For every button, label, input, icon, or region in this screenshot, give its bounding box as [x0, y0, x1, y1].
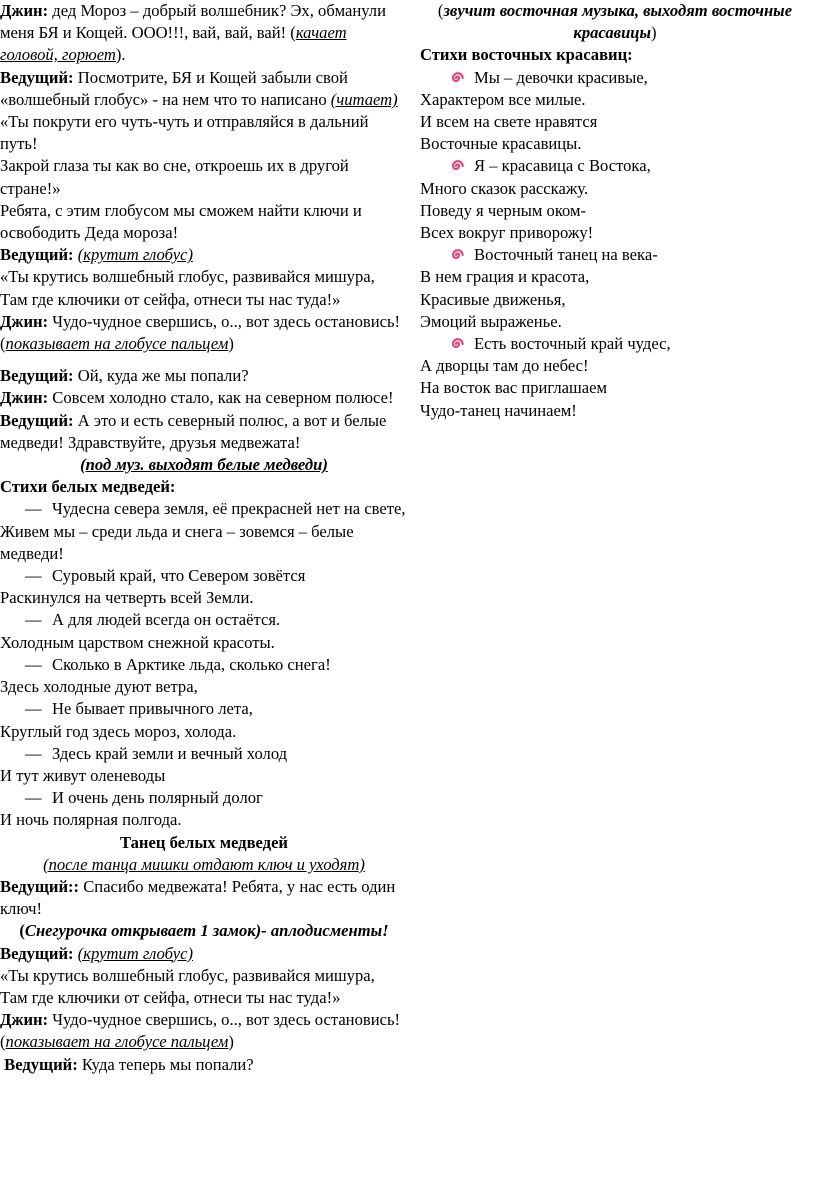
poem-line: Характером все милые. — [420, 89, 586, 109]
poem-line: Чудо-танец начинаем! — [420, 400, 577, 420]
line-text: А это и есть северный полюс, а вот и белые медведи! Здравствуйте, друзья медвежата! — [0, 410, 387, 452]
dash-mark: — — [25, 654, 42, 674]
line-text: Посмотрите, БЯ и Кощей забыли свой «волшебный глобус» - на нем что то написано — [0, 67, 348, 109]
paragraph — [0, 311, 408, 355]
speaker: Ведущий:: — [0, 876, 80, 896]
poem-line: Есть восточный край чудес, — [420, 333, 810, 355]
poem-line: В нем грация и красота, — [420, 267, 590, 287]
poem-line: На восток вас приглашаем — [420, 378, 608, 398]
dash-mark: — — [25, 788, 42, 808]
paragraph — [0, 387, 408, 409]
poem-line: — Сколько в Арктике льда, сколько снега! — [0, 654, 408, 676]
poem-line: Холодным царством снежной красоты. — [0, 632, 275, 652]
speaker: Джин: — [0, 311, 49, 331]
line-text: Чудо-чудное свершись, о.., вот здесь остановись! ( — [0, 1010, 401, 1052]
paragraph — [0, 365, 408, 387]
swirl-bullet-icon — [450, 159, 474, 173]
speaker: Ведущий: — [0, 67, 74, 87]
stage-direction: (читает) — [330, 89, 398, 109]
dash-mark: — — [25, 743, 42, 763]
line-text: Куда теперь мы попали? — [77, 1054, 254, 1074]
poem-line: Мы – девочки красивые, — [420, 67, 810, 89]
paragraph — [0, 244, 408, 266]
stage-direction: (крутит глобус) — [77, 245, 194, 265]
line-text: ). — [115, 45, 126, 65]
poem-line: Эмоций выраженье. — [420, 311, 562, 331]
line-text: дед Мороз – добрый волшебник? Эх, обманули меня БЯ и Кощей. ООО!!!, вай, вай, вай! ( — [0, 1, 386, 43]
stage-direction-heading: (после танца мишки отдают ключ и уходят) — [43, 854, 365, 874]
stage-direction: качает головой, горюет — [0, 23, 347, 65]
poem-line: — Не бывает привычного лета, — [0, 698, 408, 720]
poem-heading: Стихи восточных красавиц: — [420, 45, 633, 65]
poem-line: — Чудесна севера земля, её прекрасней нет на свете, — [0, 498, 408, 520]
poem-line: Восточные красавицы. — [420, 134, 582, 154]
paragraph: «Ты покрути его чуть-чуть и отправляйся в дальний путь! — [0, 112, 369, 154]
stage-direction-heading: (Снегурочка открывает 1 замок)- аплодисменты! — [19, 921, 389, 941]
line-text: Совсем холодно стало, как на северном полюсе! — [48, 388, 394, 408]
speaker: Ведущий: — [0, 943, 74, 963]
speaker: Джин: — [0, 388, 49, 408]
poem-line: — А для людей всегда он остаётся. — [0, 609, 408, 631]
stage-direction-heading: (под муз. выходят белые медведи) — [80, 455, 328, 475]
poem-line: Живем мы – среди льда и снега – зовемся – белые медведи! — [0, 521, 354, 563]
stage-direction: показывает на глобусе пальцем — [5, 334, 229, 354]
paragraph: Закрой глаза ты как во сне, откроешь их в другой стране!» — [0, 156, 349, 198]
poem-line: Раскинулся на четверть всей Земли. — [0, 588, 254, 608]
spacer — [0, 355, 408, 365]
left-column — [0, 0, 408, 1076]
paragraph: «Ты крутись волшебный глобус, развивайся мишура, — [0, 965, 375, 985]
stage-direction: показывает на глобусе пальцем — [5, 1032, 229, 1052]
poem-line: Круглый год здесь мороз, холода. — [0, 721, 237, 741]
paragraph — [0, 943, 408, 965]
paragraph: Там где ключики от сейфа, отнеси ты нас туда!» — [0, 289, 341, 309]
speaker: Ведущий: — [0, 410, 74, 430]
right-column — [420, 0, 810, 422]
poem-line: И тут живут оленеводы — [0, 765, 166, 785]
poem-line: И всем на свете нравятся — [420, 112, 598, 132]
paragraph — [0, 410, 408, 454]
swirl-bullet-icon — [450, 248, 474, 262]
poem-line: Я – красавица с Востока, — [420, 155, 810, 177]
paragraph — [0, 1054, 408, 1076]
dash-mark: — — [25, 610, 42, 630]
paragraph — [0, 876, 408, 920]
dash-mark: — — [25, 499, 42, 519]
poem-heading: Стихи белых медведей: — [0, 477, 176, 497]
poem-line: Всех вокруг приворожу! — [420, 223, 594, 243]
paragraph — [0, 0, 408, 67]
poem-line: Восточный танец на века- — [420, 244, 810, 266]
dance-heading: Танец белых медведей — [119, 832, 288, 852]
swirl-bullet-icon — [450, 337, 474, 351]
paragraph: Там где ключики от сейфа, отнеси ты нас туда!» — [0, 987, 341, 1007]
poem-line: — И очень день полярный долог — [0, 787, 408, 809]
poem-line: А дворцы там до небес! — [420, 356, 589, 376]
poem-line: Поведу я черным оком- — [420, 200, 587, 220]
poem-line: — Здесь край земли и вечный холод — [0, 743, 408, 765]
speaker: Ведущий: — [4, 1054, 78, 1074]
speaker: Ведущий: — [0, 245, 74, 265]
paragraph — [0, 1009, 408, 1053]
paragraph: Ребята, с этим глобусом мы сможем найти ключи и освободить Деда мороза! — [0, 200, 362, 243]
stage-direction: (крутит глобус) — [77, 943, 194, 963]
line-text: Ой, куда же мы попали? — [73, 366, 249, 386]
poem-line: — Суровый край, что Севером зовётся — [0, 565, 408, 587]
line-text: ) — [228, 1032, 234, 1052]
paragraph — [0, 67, 408, 111]
dash-mark: — — [25, 699, 42, 719]
poem-line: И ночь полярная полгода. — [0, 810, 182, 830]
stage-direction-heading: (звучит восточная музыка, выходят восточные красавицы) — [437, 1, 793, 43]
line-text: Спасибо медвежата! Ребята, у нас есть один ключ! — [0, 876, 396, 919]
speaker: Джин: — [0, 1, 49, 20]
line-text: ) — [228, 334, 234, 354]
speaker: Ведущий: — [0, 366, 74, 386]
poem-line: Много сказок расскажу. — [420, 178, 589, 198]
speaker: Джин: — [0, 1010, 49, 1030]
swirl-bullet-icon — [450, 71, 474, 85]
paragraph: «Ты крутись волшебный глобус, развивайся мишура, — [0, 267, 375, 287]
poem-line: Здесь холодные дуют ветра, — [0, 677, 198, 697]
dash-mark: — — [25, 566, 42, 586]
line-text: Чудо-чудное свершись, о.., вот здесь остановись! ( — [0, 311, 401, 354]
poem-line: Красивые движенья, — [420, 289, 566, 309]
